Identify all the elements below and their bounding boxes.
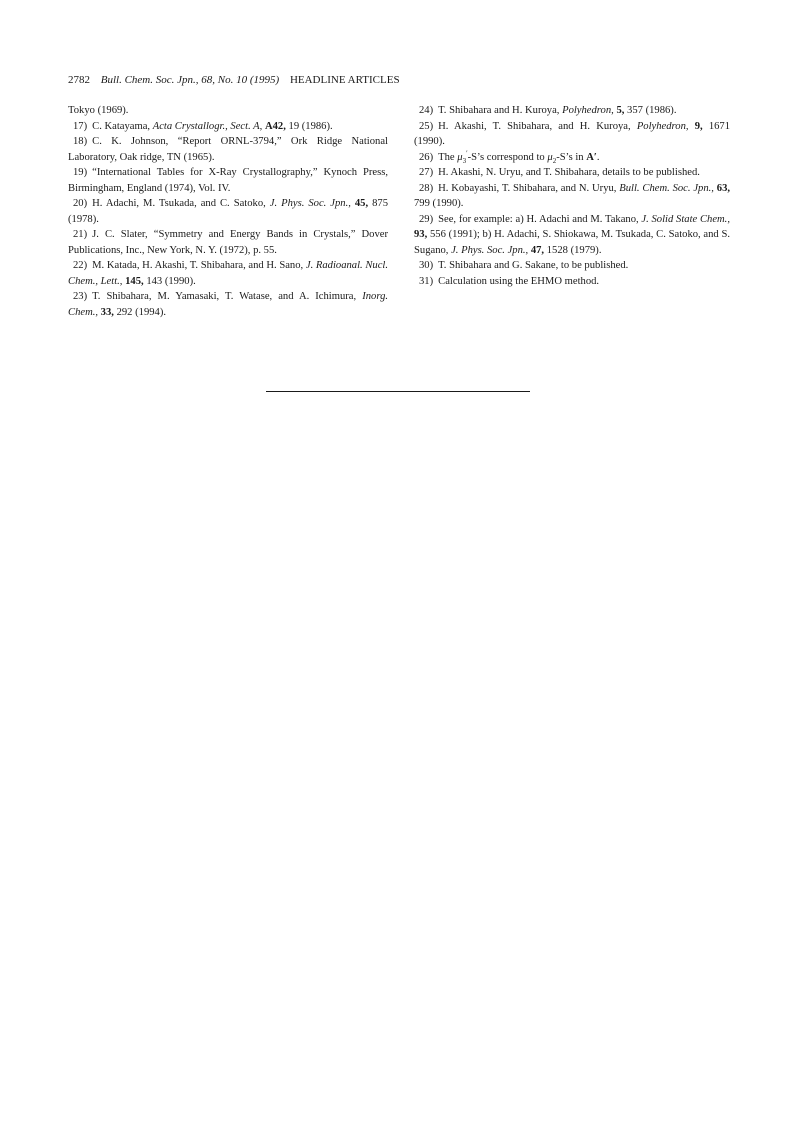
reference-26: 26) The $\mu_3'-S’s$ correspond to $\mu_2-S’s$ in A′. (419, 148, 600, 165)
reference-29: 29) See, for example: a) H. Adachi and M. Takano, J. Solid State Chem., 93, 556 (1991); b) H. Adachi, S. Shiokawa, M. Tsukada, C. Satoko, and S. Sugano, J. Phys. Soc. Jpn., 47, 1528 (1979). (414, 213, 731, 256)
journal-volume: 68, (201, 74, 216, 86)
page-number: 2782 (68, 74, 90, 86)
reference-continuation: Tokyo (1969). (68, 105, 129, 116)
reference-30: 30) T. Shibahara and G. Sakane, to be published. (419, 260, 629, 271)
section-title: HEADLINE ARTICLES (289, 74, 400, 86)
reference-27: 27) H. Akashi, N. Uryu, and T. Shibahara, details to be published. (419, 167, 700, 178)
journal-name: Bull. Chem. Soc. Jpn., (100, 74, 199, 86)
reference-23: 23) T. Shibahara, M. Yamasaki, T. Watase, and A. Ichimura, Inorg. Chem., 33, 292 (1994). (68, 291, 389, 318)
reference-19: 19) “International Tables for X-Ray Crystallography,” Kynoch Press, Birmingham, England (1974), Vol. IV. (68, 167, 388, 194)
end-of-article-rule (266, 391, 530, 392)
running-header (68, 74, 400, 86)
references-right-column (414, 103, 730, 289)
journal-issue: No. 10 (1995) (217, 74, 280, 86)
references-left-column (68, 103, 388, 320)
reference-21: 21) J. C. Slater, “Symmetry and Energy Bands in Crystals,” Dover Publications, Inc., New York, N. Y. (1972), p. 55. (68, 229, 388, 256)
reference-25: 25) H. Akashi, T. Shibahara, and H. Kuroya, Polyhedron, 9, 1671 (1990). (414, 120, 730, 147)
reference-31: 31) Calculation using the EHMO method. (419, 275, 600, 287)
reference-17: 17) C. Katayama, Acta Crystallogr., Sect. A, A42, 19 (1986). (73, 120, 333, 132)
reference-24: 24) T. Shibahara and H. Kuroya, Polyhedron, 5, 357 (1986). (419, 105, 677, 116)
reference-22: 22) M. Katada, H. Akashi, T. Shibahara, and H. Sano, J. Radioanal. Nucl. Chem., Lett., 145, 143 (1990). (68, 260, 389, 287)
reference-20: 20) H. Adachi, M. Tsukada, and C. Satoko, J. Phys. Soc. Jpn., 45, 875 (1978). (68, 198, 389, 225)
reference-28: 28) H. Kobayashi, T. Shibahara, and N. Uryu, Bull. Chem. Soc. Jpn., 63, 799 (1990). (414, 182, 731, 209)
reference-18: 18) C. K. Johnson, “Report ORNL-3794,” Ork Ridge National Laboratory, Oak ridge, TN (1965). (68, 136, 388, 163)
